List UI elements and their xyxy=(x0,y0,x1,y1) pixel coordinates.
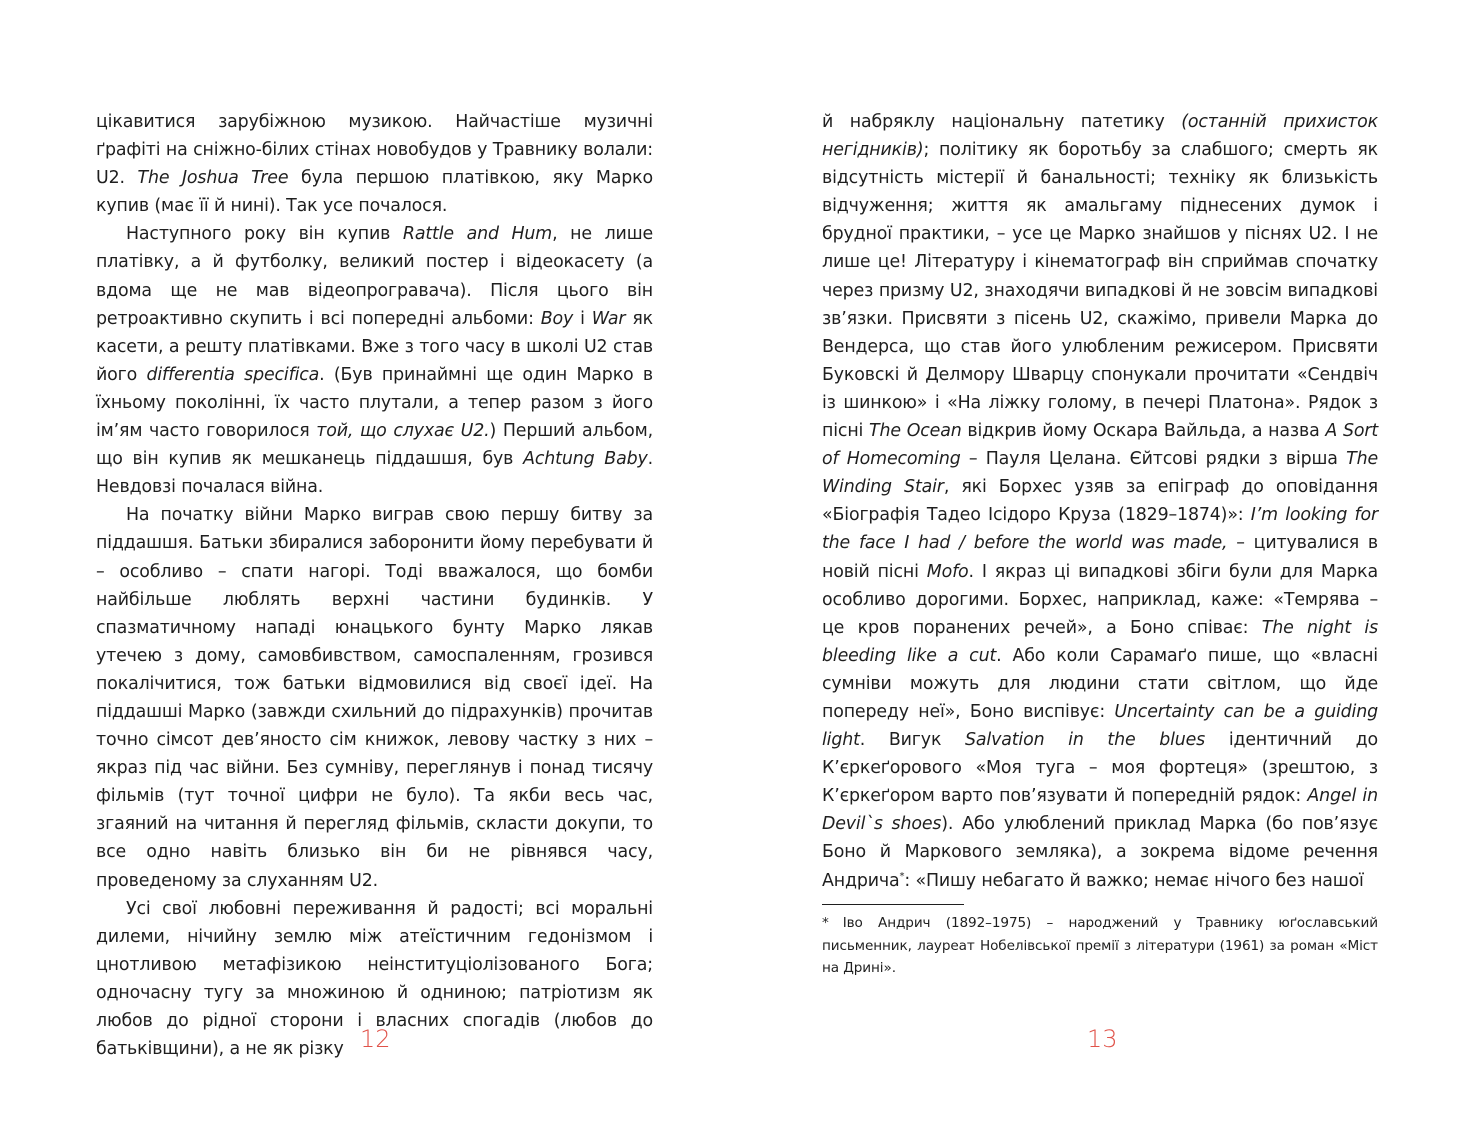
left-text-column xyxy=(96,108,653,1063)
footnote-mark: * xyxy=(822,915,829,931)
text-run: ідентичний до К’єркеґорового «Моя туга – моя фортеця» (зрештою, з К’єркеґором варто пов’язувати й попередній рядок: xyxy=(822,730,1378,807)
text-run: Усі свої любовні переживання й радості; всі моральні дилеми, нічийну землю між атеїстичним гедонізмом і цнотливою метафізикою неінституціолізованого Бога; одночасну тугу за множиною й одниною; патріотизм як любов до рідної сторони і власних спогадів (любов до батьківщини), а не як різку xyxy=(96,898,653,1060)
text-run: : «Пишу небагато й важко; немає нічого без нашої xyxy=(904,870,1364,891)
text-run: як касети, а решту платівками. Вже з того часу в школі U2 став його xyxy=(96,308,653,385)
text-run: була першою платівкою, яку Марко купив (має її й нині). Так усе почалося. xyxy=(96,168,654,217)
footnote-text: Іво Андрич (1892–1975) – народжений у Травнику юґославський письменник, лауреат Нобелівської премії з літератури (1961) за роман «Міст на Дрині». xyxy=(822,915,1378,976)
italic-text: The Ocean xyxy=(869,421,962,442)
italic-text: Rattle and Hum xyxy=(402,224,553,245)
italic-text: (останній прихисток негідників) xyxy=(822,112,1378,161)
italic-text: The Winding Stair xyxy=(822,449,1378,498)
italic-text: Achtung Baby xyxy=(523,449,648,470)
text-run: – Пауля Целана. Єйтсові рядки з вірша xyxy=(960,449,1347,470)
paragraph xyxy=(96,501,653,894)
text-run: Наступного року він купив xyxy=(126,224,403,245)
italic-text: The night is bleeding like a cut xyxy=(822,617,1378,666)
text-run: . (Був принаймні ще один Марко в їхньому поколінні, їх часто плутали, а тепер разом з його ім’ям часто говорилося xyxy=(96,364,653,442)
italic-text: той, що слухає U2. xyxy=(316,421,490,442)
text-run: відкрив йому Оскара Вайльда, а назва xyxy=(961,421,1326,442)
italic-text: Salvation in the blues xyxy=(965,730,1206,751)
italic-text: Boy xyxy=(540,308,574,329)
italic-text: Mofo xyxy=(926,561,969,582)
right-text-column xyxy=(822,108,1378,895)
paragraph xyxy=(822,108,1378,895)
right-page xyxy=(737,0,1474,1134)
paragraph xyxy=(96,220,653,501)
text-run: . Або коли Сарамаґо пише, що «власні сумніви можуть для людини стати світлом, що йде попереду неї», Боно виспівує: xyxy=(822,645,1378,722)
footnote-divider xyxy=(822,904,964,905)
italic-text: Angel in Devil`s shoes xyxy=(822,786,1378,835)
footnote xyxy=(822,912,1378,980)
text-run: , не лише платівку, а й футболку, великий постер і відеокасету (а вдома ще не мав відеопрогравача). Після цього він ретроактивно скупить і всі попередні альбоми: xyxy=(96,224,654,329)
italic-text: Uncertainty can be a guiding light xyxy=(822,701,1378,751)
italic-text: differentia specifica xyxy=(146,364,320,385)
text-run: . Невдовзі почалася війна. xyxy=(96,449,654,498)
footnote-reference: * xyxy=(899,870,905,882)
text-run: ) Перший альбом, що він купив як мешканець піддашшя, був xyxy=(96,421,653,470)
text-run: . І якраз ці випадкові збіги були для Марка особливо дорогими. Борхес, наприклад, каже: «Темрява – це кров поранених речей», а Боно співає: xyxy=(822,561,1378,638)
text-run: На початку війни Марко виграв свою першу битву за піддашшя. Батьки збиралися заборонити йому перебувати й – особливо – спати нагорі. Тоді вважалося, що бомби найбільше люблять верхні частини будинків. У спазматичному нападі юнацького бунту Марко лякав утечею з дому, самовбивством, самоспаленням, грозився покалічитися, тож батьки відмовилися від своєї ідеї. На піддашші Марко (завжди схильний до підрахунків) прочитав точно сімсот дев’яносто сім книжок, левову частку з них – якраз під час війни. Без сумніву, переглянув і понад тисячу фільмів (тут точної цифри не було). Та якби весь час, згаяний на читання й перегляд фільмів, скласти докупи, то все одно навіть близько він би не рівнявся часу, проведеному за слуханням U2. xyxy=(96,505,653,891)
text-run: ). Або улюблений приклад Марка (бо пов’язує Боно й Маркового земляка), а зокрема відоме речення Андрича xyxy=(822,814,1378,891)
italic-text: A Sort of Homecoming xyxy=(822,421,1378,470)
text-run: цікавитися зарубіжною музикою. Найчастіше музичні ґрафіті на сніжно-білих стінах новобудов у Травнику волали: U2. xyxy=(96,112,653,189)
text-run: . Вигук xyxy=(859,730,965,751)
right-page-number: 13 xyxy=(1087,1025,1118,1053)
text-run: й набряклу національну патетику xyxy=(822,112,1182,132)
paragraph xyxy=(96,108,653,220)
italic-text: The Joshua Tree xyxy=(137,168,289,189)
text-run: , які Борхес узяв за епіграф до оповідання «Біографія Тадео Ісідоро Круза (1829–1874)»: xyxy=(822,477,1378,526)
italic-text: I’m looking for the face I had / before the world was made, xyxy=(822,505,1378,554)
text-run: ; політику як боротьбу за слабшого; смерть як відсутність містерії й банальності; техніку як близькість відчуження; життя як амальгаму піднесених думок і брудної практики, – усе це Марко знайшов у піснях U2. І не лише це! Літературу і кінематограф він сприймав спочатку через призму U2, знаходячи випадкові й не зовсім випадкові зв’язки. Присвяти з пісень U2, скажімо, привели Марка до Вендерса, що став його улюбленим режисером. Присвяти Буковскі й Делмору Шварцу спонукали прочитати «Сендвіч із шинкою» і «На ліжку голому, в печері Платона». Рядок з пісні xyxy=(822,140,1378,442)
text-run: і xyxy=(573,308,592,329)
text-run: – цитувалися в новій пісні xyxy=(822,533,1379,582)
left-page-number: 12 xyxy=(360,1025,391,1053)
italic-text: War xyxy=(591,308,626,329)
